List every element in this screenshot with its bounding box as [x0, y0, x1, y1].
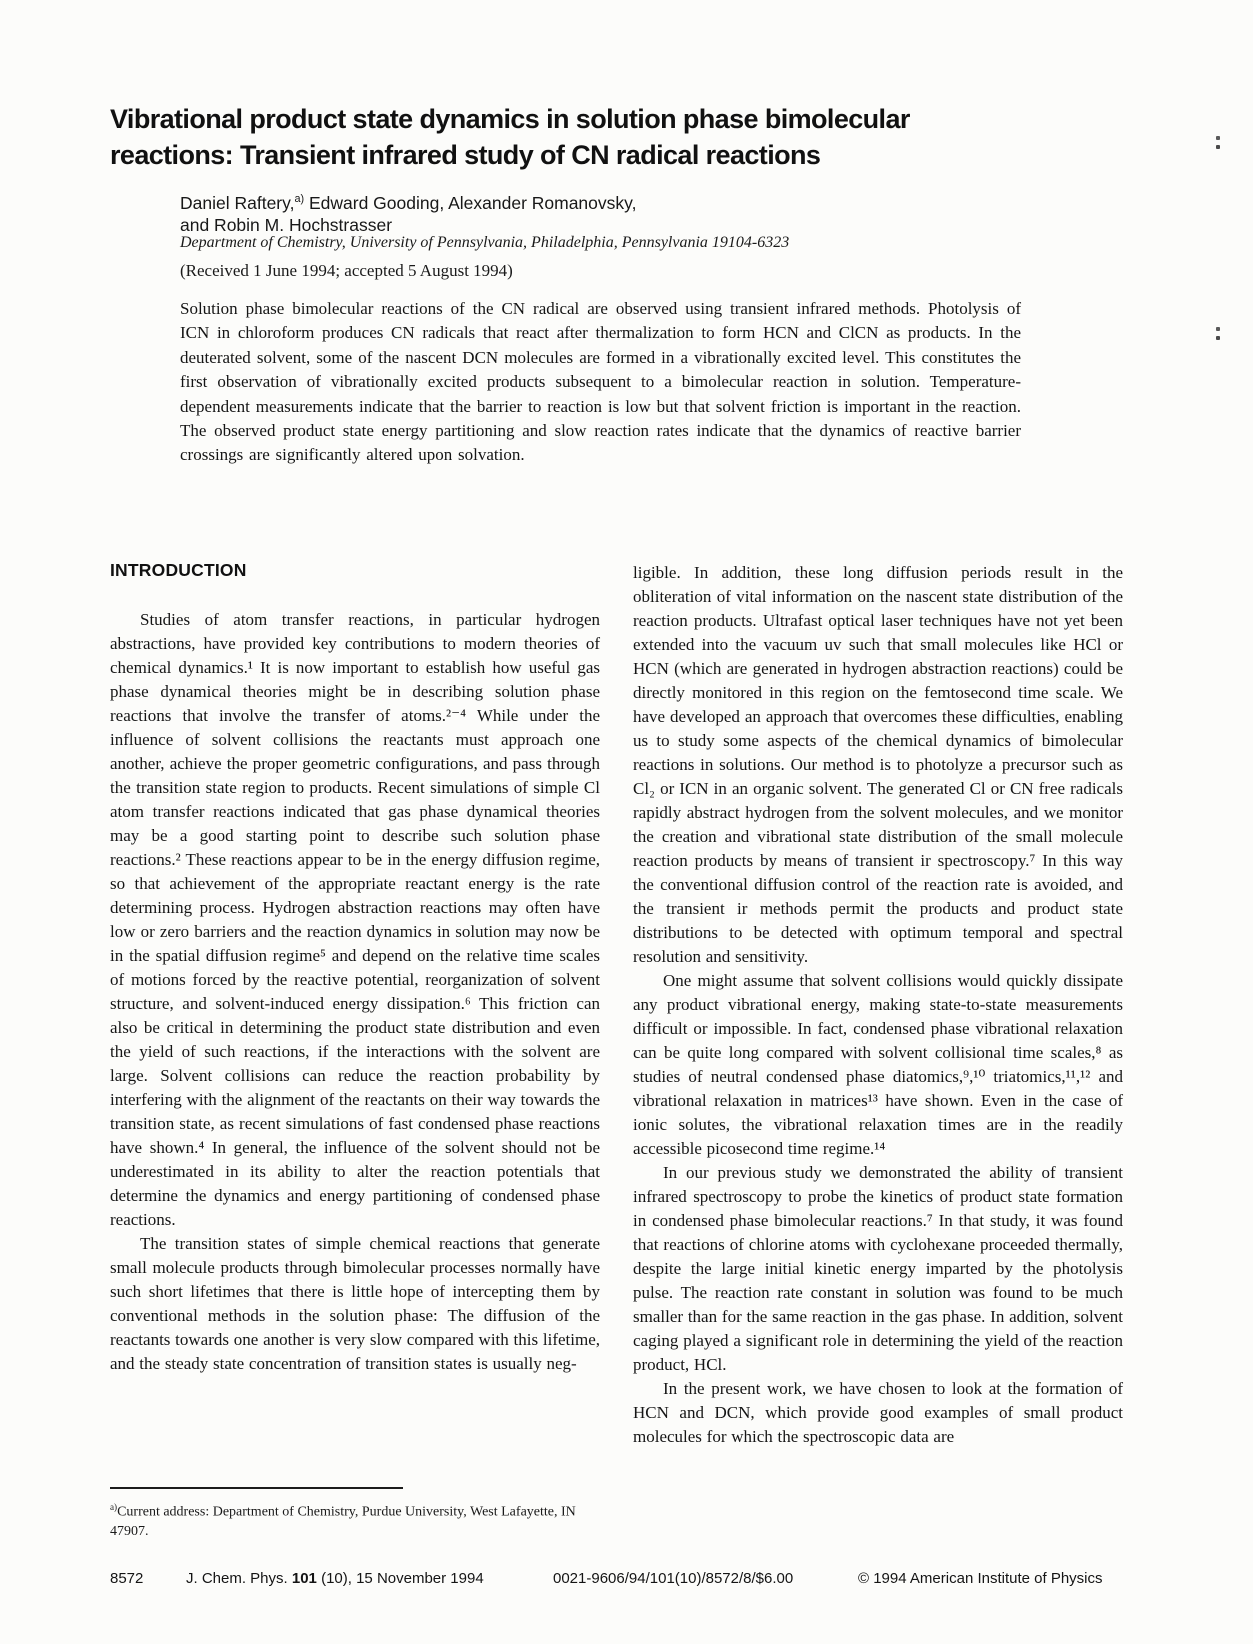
- journal-issue-date: (10), 15 November 1994: [321, 1570, 484, 1587]
- footnote-rule: [110, 1487, 403, 1489]
- paragraph: In our previous study we demonstrated the ability of transient infrared spectroscopy to probe the kinetics of product state formation in condensed phase bimolecular reactions.⁷ In that study, it was found that reactions of chlorine atoms with cyclohexane proceeded thermally, despite the large initial kinetic energy imparted by the photolysis pulse. The reaction rate constant in solution was found to be much smaller than for the same reaction in the gas phase. In addition, solvent caging played a significant role in determining the yield of the reaction product, HCl.: [633, 1163, 1123, 1374]
- authors-line-2: and Robin M. Hochstrasser: [180, 215, 393, 236]
- article-title: [110, 101, 1090, 173]
- scan-artifact: [1216, 136, 1220, 140]
- right-column-paragraphs: [633, 561, 1123, 1449]
- page-footer: [0, 1570, 1253, 1594]
- article-body: [110, 552, 1124, 1449]
- author-names: Daniel Raftery,: [180, 192, 295, 213]
- journal-citation: [186, 1570, 484, 1587]
- footnote-body: Current address: Department of Chemistry, Purdue University, West Lafayette, IN 47907.: [110, 1504, 576, 1539]
- page-number: 8572: [110, 1570, 144, 1587]
- abstract: Solution phase bimolecular reactions of the CN radical are observed using transient infrared methods. Photolysis of ICN in chloroform produces CN radicals that react after thermalization to form HCN and ClCN as products. In the deuterated solvent, some of the nascent DCN molecules are formed in a vibrationally excited level. This constitutes the first observation of vibrationally excited products subsequent to a bimolecular reaction in solution. Temperature-dependent measurements indicate that the barrier to reaction is low but that solvent friction is important in the reaction. The observed product state energy partitioning and slow reaction rates indicate that the dynamics of reactive barrier crossings are significantly altered upon solvation.: [180, 299, 1021, 465]
- left-column: [110, 552, 600, 1449]
- paragraph: In the present work, we have chosen to look at the formation of HCN and DCN, which provide good examples of small product molecules for which the spectroscopic data are: [633, 1379, 1123, 1446]
- paragraph: ligible. In addition, these long diffusion periods result in the obliteration of vital information on the nascent state distribution of the reaction products. Ultrafast optical laser techniques have not yet been extended into the vacuum uv such that small molecules like HCl or HCN (which are generated in hydrogen abstraction reactions) could be directly monitored in this region on the femtosecond time scale. We have developed an approach that overcomes these difficulties, enabling us to study some aspects of the chemical dynamics of bimolecular reactions in solutions. Our method is to photolyze a precursor such as Cl₂ or ICN in an organic solvent. The generated Cl or CN free radicals rapidly abstract hydrogen from the solvent molecules, and we monitor the creation and vibrational state distribution of the small molecule reaction products by means of transient ir spectroscopy.⁷ In this way the conventional diffusion control of the reaction rate is avoided, and the transient ir methods permit the products and product state distributions to be detected with optimum temporal and spectral resolution and sensitivity.: [633, 563, 1123, 966]
- copyright-notice: © 1994 American Institute of Physics: [858, 1570, 1103, 1587]
- scan-artifact: [1216, 327, 1220, 331]
- paragraph: One might assume that solvent collisions would quickly dissipate any product vibrational energy, making state-to-state measurements difficult or impossible. In fact, condensed phase vibrational relaxation can be quite long compared with solvent collisional time scales,⁸ as studies of neutral condensed phase diatomics,⁹,¹⁰ triatomics,¹¹,¹² and vibrational relaxation in matrices¹³ have shown. Even in the case of ionic solutes, the vibrational relaxation times are in the readily accessible picosecond time regime.¹⁴: [633, 971, 1123, 1158]
- paragraph: Studies of atom transfer reactions, in particular hydrogen abstractions, have provided key contributions to modern theories of chemical dynamics.¹ It is now important to establish how useful gas phase dynamical theories might be in describing solution phase reactions that involve the transfer of atoms.²⁻⁴ While under the influence of solvent collisions the reactants must approach one another, achieve the proper geometric configurations, and pass through the transition state region to products. Recent simulations of simple Cl atom transfer reactions indicated that gas phase dynamical theories may be a good starting point to describe such solution phase reactions.² These reactions appear to be in the energy diffusion regime, so that achievement of the appropriate reactant energy is the rate determining process. Hydrogen abstraction reactions may often have low or zero barriers and the reaction dynamics in solution may now be in the spatial diffusion regime⁵ and depend on the relative time scales of motions forced by the reactive potential, reorganization of solvent structure, and solvent-induced energy dissipation.⁶ This friction can also be critical in determining the product state distribution and even the yield of such reactions, if the interactions with the solvent are large. Solvent collisions can reduce the reaction probability by interfering with the alignment of the reactants on their way towards the transition state, as recent simulations of fast condensed phase reactions have shown.⁴ In general, the influence of the solvent should not be underestimated in its ability to alter the reaction potentials that determine the dynamics and energy partitioning of condensed phase reactions.: [110, 610, 600, 1229]
- footnote-text: [110, 1498, 607, 1541]
- journal-volume: 101: [291, 1570, 317, 1587]
- footnote: [110, 1487, 607, 1541]
- article-title-line1: Vibrational product state dynamics in solution phase bimolecular: [110, 104, 910, 134]
- article-code: 0021-9606/94/101(10)/8572/8/$6.00: [553, 1570, 794, 1587]
- author-names: Edward Gooding, Alexander Romanovsky,: [304, 192, 637, 213]
- footnote-marker: a): [110, 1502, 118, 1512]
- section-heading-introduction: INTRODUCTION: [110, 560, 247, 580]
- left-column-paragraphs: [110, 608, 600, 1376]
- author-list: [180, 188, 636, 237]
- author-footnote-marker: a): [294, 193, 305, 205]
- article-title-line2: reactions: Transient infrared study of CN radical reactions: [110, 140, 821, 170]
- paragraph: The transition states of simple chemical reactions that generate small molecule products through bimolecular processes normally have such short lifetimes that there is little hope of intercepting them by conventional methods in the solution phase: The diffusion of the reactants towards one another is very slow compared with this lifetime, and the steady state concentration of transition states is usually neg-: [110, 1234, 600, 1373]
- received-dates: (Received 1 June 1994; accepted 5 August 1994): [180, 261, 513, 280]
- authors-line-1: [180, 188, 636, 214]
- right-column: [633, 552, 1123, 1449]
- journal-name: J. Chem. Phys.: [186, 1570, 288, 1587]
- affiliation: Department of Chemistry, University of Pennsylvania, Philadelphia, Pennsylvania 19104-6323: [180, 234, 790, 251]
